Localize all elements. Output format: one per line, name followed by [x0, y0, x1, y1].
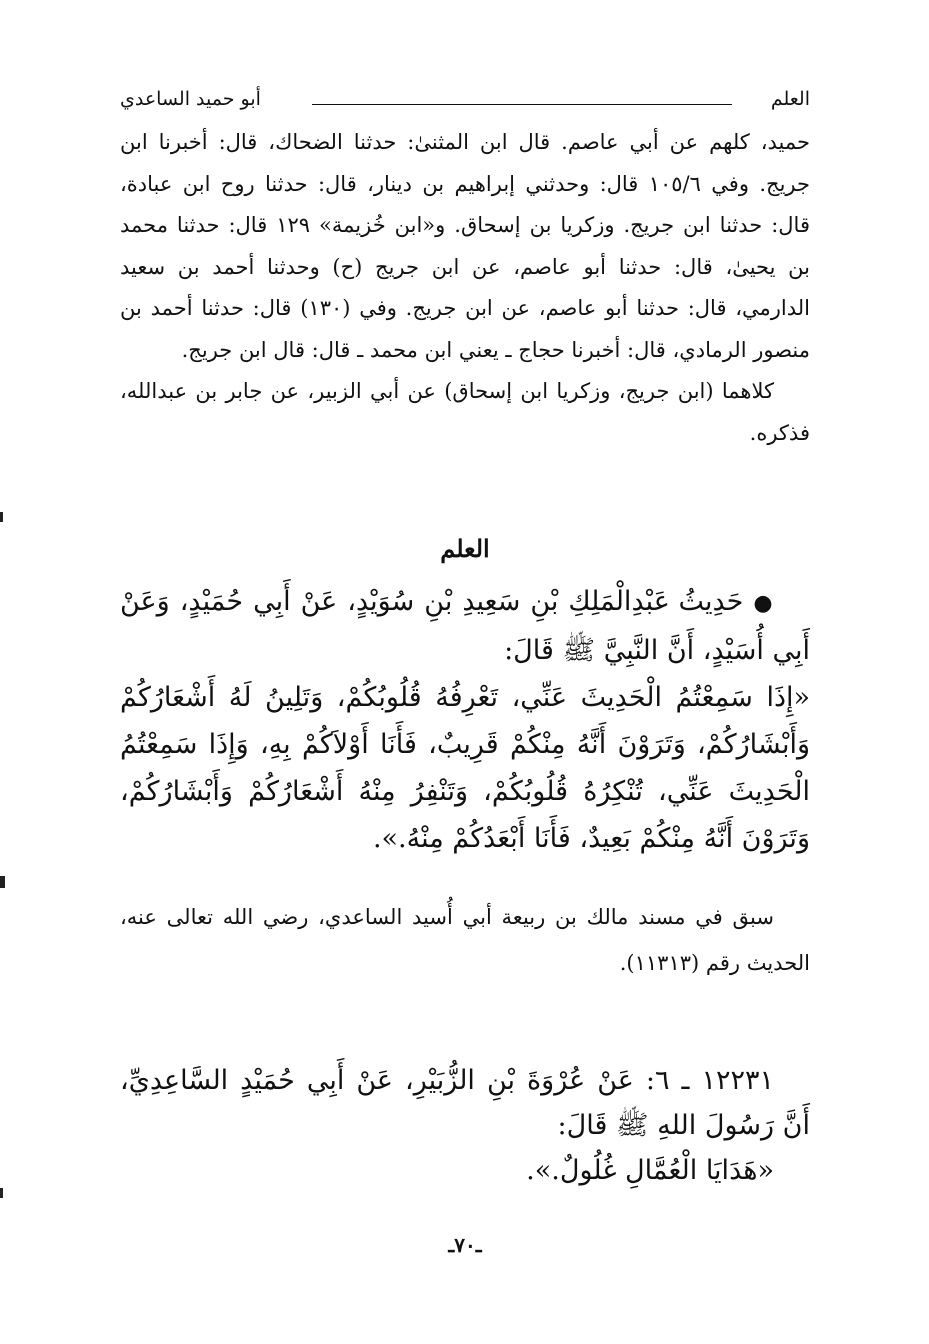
- header-subject: أبو حميد الساعدي: [120, 88, 261, 110]
- sources-paragraph: كلاهما (ابن جريج، وزكريا ابن إسحاق) عن أبي الزبير، عن جابر بن عبدالله، فذكره.: [120, 379, 810, 445]
- note-block: [120, 894, 810, 986]
- sources-text: [120, 122, 810, 454]
- scan-edge-mark: [0, 876, 5, 888]
- hadith-1: [120, 578, 810, 862]
- hadith-1-isnad: [120, 578, 810, 674]
- note-text: سبق في مسند مالك بن ربيعة أبي أُسيد الساعدي، رضي الله تعالى عنه، الحديث رقم (١١٣١٣).: [120, 905, 810, 975]
- bullet-icon: ●: [753, 591, 774, 616]
- header-chapter: العلم: [770, 88, 810, 110]
- hadith-2-isnad: ١٢٢٣١ ـ ٦: عَنْ عُرْوَةَ بْنِ الزُّبَيْرِ، عَنْ أَبِي حُمَيْدٍ السَّاعِدِيِّ، أَنَّ رَسُولَ اللهِ ﷺ قَالَ:: [120, 1065, 810, 1141]
- scan-edge-mark: [0, 1188, 3, 1198]
- hadith-1-isnad-text: حَدِيثُ عَبْدِالْمَلِكِ بْنِ سَعِيدِ بْنِ سُوَيْدٍ، عَنْ أَبِي حُمَيْدٍ، وَعَنْ أَبِي أُسَيْدٍ، أَنَّ النَّبِيَّ ﷺ قَالَ:: [120, 586, 810, 666]
- section-title: العلم: [440, 534, 490, 563]
- header-rule: [312, 104, 732, 105]
- book-page: [120, 78, 810, 1278]
- hadith-1-matn: «إِذَا سَمِعْتُمُ الْحَدِيثَ عَنِّي، تَعْرِفُهُ قُلُوبُكُمْ، وَتَلِينُ لَهُ أَشْعَارُكُمْ وَأَبْشَارُكُمْ، وَتَرَوْنَ أَنَّهُ مِنْكُمْ قَرِيبٌ، فَأَنَا أَوْلاَكُمْ بِهِ، وَإِذَا سَمِعْتُمُ الْحَدِيثَ عَنِّي، تُنْكِرُهُ قُلُوبُكُمْ، وَتَنْفِرُ مِنْهُ أَشْعَارُكُمْ وَأَبْشَارُكُمْ، وَتَرَوْنَ أَنَّهُ مِنْكُمْ بَعِيدٌ، فَأَنَا أَبْعَدُكُمْ مِنْهُ.».: [120, 682, 810, 854]
- running-header: [120, 88, 810, 116]
- page-number: ـ٧٠ـ: [448, 1233, 482, 1257]
- sources-paragraph: حميد، كلهم عن أبي عاصم. قال ابن المثنىٰ: حدثنا الضحاك، قال: أخبرنا ابن جريج. وفي ١٠٥/٦ قال: وحدثني إبراهيم بن دينار، قال: حدثنا روح ابن عبادة، قال: حدثنا ابن جريج. وزكريا بن إسحاق. و«ابن خُزيمة» ١٢٩ قال: حدثنا محمد بن يحيىٰ، قال: حدثنا أبو عاصم، عن ابن جريج (ح) وحدثنا أحمد بن سعيد الدارمي، قال: حدثنا أبو عاصم، عن ابن جريج. وفي (١٣٠) قال: حدثنا أحمد بن منصور الرمادي، قال: أخبرنا حجاج ـ يعني ابن محمد ـ قال: قال ابن جريج.: [120, 130, 811, 362]
- scan-edge-mark: [0, 512, 3, 522]
- hadith-2-matn: «هَدَايَا الْعُمَّالِ غُلُولٌ.».: [526, 1155, 774, 1186]
- hadith-2: [120, 1058, 810, 1193]
